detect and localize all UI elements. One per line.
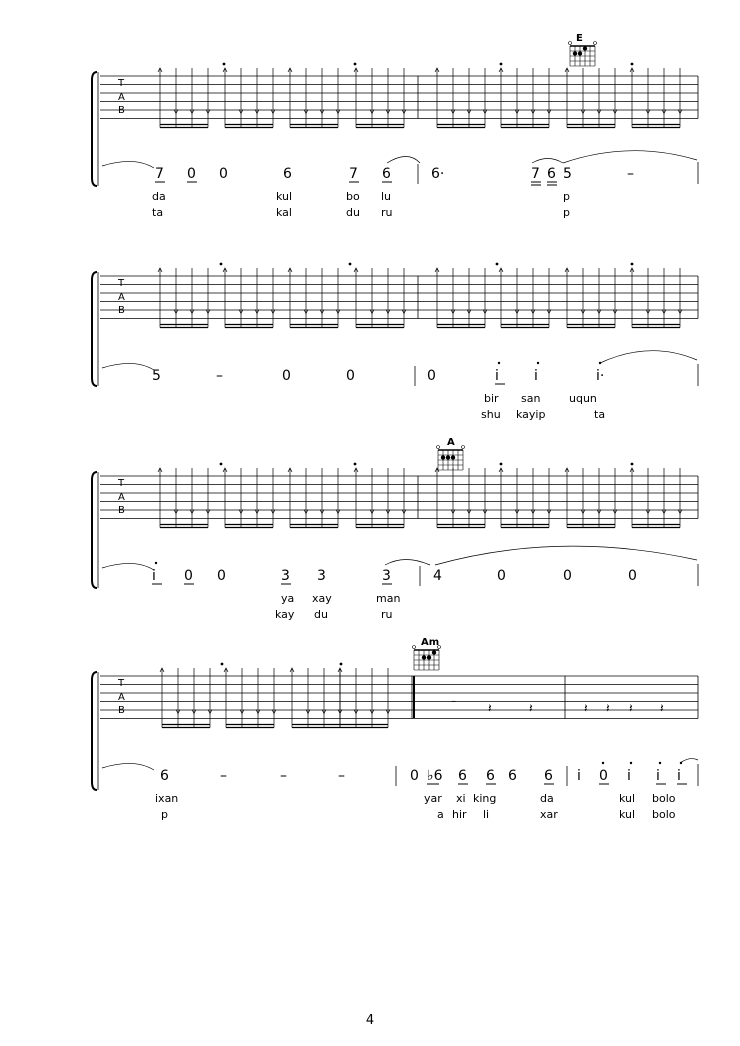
accent-dot	[631, 63, 634, 66]
chord-finger-dot	[427, 655, 431, 659]
note: 7	[349, 166, 358, 182]
lyric: bir	[484, 392, 499, 405]
note: 0	[497, 568, 506, 584]
chord-finger-dot	[578, 51, 582, 55]
accent-dot	[349, 263, 352, 266]
quarter-rest: 𝄽	[629, 701, 633, 715]
note: 7	[155, 166, 164, 182]
chord-name-a: A	[447, 437, 455, 448]
note: 3	[382, 568, 391, 584]
lyric: xi	[456, 792, 466, 805]
note: –	[338, 768, 345, 784]
octave-dot	[537, 362, 539, 364]
octave-dot	[155, 562, 157, 564]
octave-dot	[659, 762, 661, 764]
lyric: bolo	[652, 792, 676, 805]
lyric: hir	[452, 808, 467, 821]
chord-open-string	[569, 42, 572, 45]
system-brace	[92, 672, 97, 790]
note: 6	[544, 768, 553, 784]
slur	[600, 351, 697, 363]
accent-dot	[631, 263, 634, 266]
slur	[102, 763, 154, 770]
accent-dot	[220, 263, 223, 266]
lyric: ta	[152, 206, 164, 219]
note: 6	[486, 768, 495, 784]
note: 0	[184, 568, 193, 584]
lyric: li	[483, 808, 490, 821]
accent-dot	[354, 63, 357, 66]
accent-dot	[220, 463, 223, 466]
lyric: a	[437, 808, 444, 821]
note: 6	[508, 768, 517, 784]
note: i	[656, 768, 660, 784]
slur	[102, 161, 154, 168]
lyric: da	[152, 190, 166, 203]
tab-clef-a: A	[118, 692, 125, 703]
tab-clef-a: A	[118, 492, 125, 503]
note: 3	[317, 568, 326, 584]
chord-finger-dot	[446, 455, 450, 459]
slur	[387, 157, 420, 164]
note: 6	[382, 166, 391, 182]
tab-clef-a: A	[118, 292, 125, 303]
quarter-rest: 𝄽	[488, 701, 492, 715]
note: 6·	[431, 166, 445, 182]
lyric: p	[563, 190, 570, 203]
note: 0	[410, 768, 419, 784]
note: 3	[281, 568, 290, 584]
quarter-rest: 𝄽	[660, 701, 664, 715]
accent-dot	[500, 463, 503, 466]
tab-clef-t: T	[118, 678, 125, 689]
chord-finger-dot	[441, 455, 445, 459]
chord-name-am: Am	[421, 637, 440, 648]
note: i	[152, 568, 156, 584]
lyric: kal	[276, 206, 292, 219]
note: –	[216, 368, 223, 384]
tab-clef-t: T	[118, 78, 125, 89]
lyric: du	[346, 206, 360, 219]
tab-clef-b: B	[118, 705, 125, 716]
lyric: da	[540, 792, 554, 805]
lyric: ixan	[155, 792, 179, 805]
chord-finger-dot	[432, 650, 436, 654]
tab-clef-t: T	[118, 278, 125, 289]
note: 0	[599, 768, 608, 784]
lyric: p	[563, 206, 570, 219]
chord-open-string	[437, 446, 440, 449]
accent-dot	[354, 463, 357, 466]
lyric: ta	[594, 408, 606, 421]
slur	[385, 560, 430, 566]
lyric: san	[521, 392, 541, 405]
note: 6	[458, 768, 467, 784]
tab-clef-b: B	[118, 105, 125, 116]
octave-dot	[630, 762, 632, 764]
slur	[680, 759, 698, 763]
lyric: bo	[346, 190, 360, 203]
tab-clef-b: B	[118, 305, 125, 316]
slur	[532, 159, 563, 164]
accent-dot	[221, 663, 224, 666]
lyric: du	[314, 608, 328, 621]
lyric: kayip	[516, 408, 546, 421]
chord-finger-dot	[583, 46, 587, 50]
accent-dot	[496, 263, 499, 266]
lyric: king	[473, 792, 497, 805]
note: i	[577, 768, 581, 784]
note: –	[280, 768, 287, 784]
chord-open-string	[462, 446, 465, 449]
page-number: 4	[365, 1013, 375, 1028]
chord-finger-dot	[422, 655, 426, 659]
note: ♭6	[427, 768, 443, 784]
lyric: ya	[281, 592, 295, 605]
lyric: kul	[276, 190, 293, 203]
quarter-rest: 𝄽	[606, 701, 610, 715]
note: 4	[433, 568, 442, 584]
lyric: kul	[619, 808, 636, 821]
note: 0	[346, 368, 355, 384]
chord-name-e: E	[576, 33, 583, 44]
rest-mark: –	[451, 696, 456, 707]
lyric: xay	[312, 592, 332, 605]
note: i	[677, 768, 681, 784]
tab-clef-b: B	[118, 505, 125, 516]
note: 6	[160, 768, 169, 784]
note: 5	[563, 166, 572, 182]
quarter-rest: 𝄽	[584, 701, 588, 715]
note: 6	[547, 166, 556, 182]
system-brace	[92, 72, 97, 186]
note: i·	[596, 368, 605, 384]
note: i	[534, 368, 538, 384]
chord-open-string	[594, 42, 597, 45]
chord-open-string	[413, 646, 416, 649]
lyric: kul	[619, 792, 636, 805]
slur	[102, 563, 154, 570]
note: 7	[531, 166, 540, 182]
note: 0	[187, 166, 196, 182]
note: –	[627, 166, 634, 182]
slur	[102, 363, 154, 370]
note: 0	[628, 568, 637, 584]
lyric: kay	[275, 608, 295, 621]
note: 0	[427, 368, 436, 384]
octave-dot	[602, 762, 604, 764]
note: i	[495, 368, 499, 384]
tab-clef-t: T	[118, 478, 125, 489]
note: 6	[283, 166, 292, 182]
slur	[435, 546, 697, 565]
system-brace	[92, 272, 97, 386]
lyric: p	[161, 808, 168, 821]
note: 5	[152, 368, 161, 384]
note: i	[627, 768, 631, 784]
accent-dot	[223, 63, 226, 66]
lyric: bolo	[652, 808, 676, 821]
chord-finger-dot	[451, 455, 455, 459]
note: 0	[219, 166, 228, 182]
lyric: xar	[540, 808, 558, 821]
system-brace	[92, 472, 97, 588]
accent-dot	[631, 463, 634, 466]
lyric: shu	[481, 408, 501, 421]
octave-dot	[498, 362, 500, 364]
lyric: uqun	[569, 392, 597, 405]
note: 0	[282, 368, 291, 384]
tab-clef-a: A	[118, 92, 125, 103]
lyric: lu	[381, 190, 392, 203]
chord-finger-dot	[573, 51, 577, 55]
quarter-rest: 𝄽	[529, 701, 533, 715]
lyric: ru	[381, 206, 393, 219]
accent-dot	[340, 663, 343, 666]
lyric: yar	[424, 792, 442, 805]
slur	[563, 151, 697, 163]
lyric: man	[376, 592, 401, 605]
accent-dot	[500, 63, 503, 66]
note: 0	[217, 568, 226, 584]
note: –	[220, 768, 227, 784]
lyric: ru	[381, 608, 393, 621]
note: 0	[563, 568, 572, 584]
